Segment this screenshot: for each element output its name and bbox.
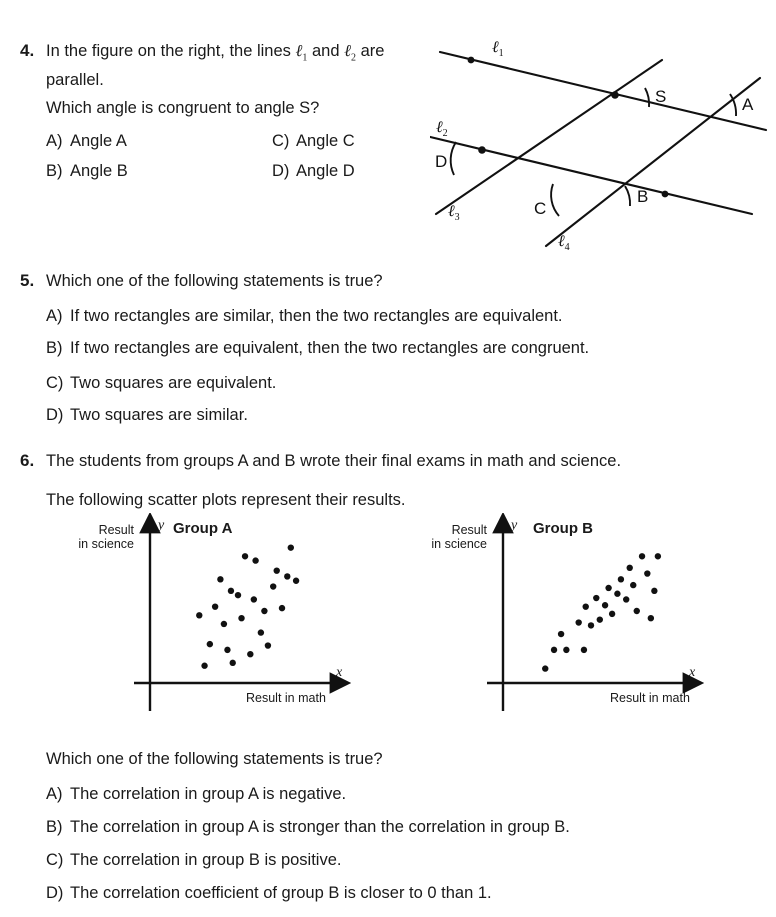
scatter-point: [288, 544, 294, 550]
choice-text: Angle A: [70, 132, 127, 150]
scatter-point: [230, 660, 236, 666]
choice-text: The correlation in group A is negative.: [70, 785, 347, 803]
question-5-choice-a[interactable]: [46, 305, 563, 327]
choice-text: If two rectangles are similar, then the two rectangles are equivalent.: [70, 307, 563, 325]
scatter-point: [224, 647, 230, 653]
line-l1: [440, 52, 766, 130]
scatter-point: [212, 603, 218, 609]
choice-text: Angle C: [296, 132, 355, 150]
line-label-l2-inline: ℓ$_2$: [344, 41, 356, 64]
question-4-choice-b[interactable]: [46, 160, 128, 182]
line-label-l4: ℓ$_4$: [558, 233, 570, 253]
y-axis-letter-group-b: y: [511, 518, 518, 533]
question-6-stem-line1: The students from groups A and B wrote their final exams in math and science.: [46, 452, 622, 470]
choice-label: A): [46, 307, 63, 325]
angle-arc-S: [645, 88, 649, 107]
question-4-stem-line2: parallel.: [46, 71, 104, 90]
scatter-point: [251, 596, 257, 602]
point-on-l1: [468, 57, 475, 64]
choice-text: The correlation in group B is positive.: [70, 851, 342, 869]
y-axis-letter-group-a: y: [158, 518, 165, 533]
x-axis-caption-group-a: Result in math: [246, 691, 326, 705]
question-6-tail-question: Which one of the following statements is true?: [46, 750, 383, 768]
scatter-point: [558, 631, 564, 637]
chart-title-group-b: Group B: [533, 520, 593, 537]
vertex-dots: [468, 57, 669, 198]
scatter-point: [201, 663, 207, 669]
choice-text: The correlation in group A is stronger than the correlation in group B.: [70, 818, 570, 836]
question-5-stem: Which one of the following statements is true?: [46, 272, 383, 290]
question-5-number: 5.: [20, 271, 35, 290]
scatter-plot-group-b: [411, 513, 721, 713]
question-6-choice-b[interactable]: [46, 816, 570, 838]
scatter-point: [265, 642, 271, 648]
angle-label-B: B: [637, 187, 649, 206]
scatter-point: [217, 576, 223, 582]
scatter-point: [279, 605, 285, 611]
choice-text: The correlation coefficient of group B is closer to 0 than 1.: [70, 884, 492, 902]
question-5-choice-c[interactable]: [46, 372, 276, 394]
scatter-point: [207, 641, 213, 647]
scatter-point: [575, 619, 581, 625]
scatter-point: [542, 665, 548, 671]
scatter-point: [261, 608, 267, 614]
scatter-point: [242, 553, 248, 559]
scatter-point: [551, 647, 557, 653]
choice-text: Two squares are similar.: [70, 406, 248, 424]
y-axis-caption-line1: Result: [98, 523, 134, 537]
choice-label: B): [46, 339, 63, 357]
y-axis-caption-line2: in science: [78, 537, 134, 551]
scatter-plot-group-a: [58, 513, 368, 713]
choice-label: B): [46, 162, 63, 180]
scatter-point: [597, 616, 603, 622]
scatter-point: [563, 647, 569, 653]
scatter-point: [609, 611, 615, 617]
question-4-choice-a[interactable]: [46, 130, 127, 152]
angle-arc-C: [551, 184, 559, 216]
question-4-choice-c[interactable]: [272, 130, 355, 152]
x-axis-caption-group-b: Result in math: [610, 691, 690, 705]
choice-label: A): [46, 785, 63, 803]
question-6-choice-d[interactable]: [46, 882, 492, 904]
choice-label: C): [272, 132, 290, 150]
angle-label-S: S: [655, 87, 667, 106]
angle-arc-D: [451, 142, 456, 175]
choice-label: A): [46, 132, 63, 150]
choice-label: D): [46, 884, 64, 902]
choice-text: Two squares are equivalent.: [70, 374, 277, 392]
question-6-choice-a[interactable]: [46, 783, 346, 805]
question-6-number: 6.: [20, 451, 35, 470]
question-4-sub-question: Which angle is congruent to angle S?: [46, 99, 320, 117]
scatter-point: [583, 603, 589, 609]
vertex-D: [478, 146, 486, 154]
question-4-choice-d[interactable]: [272, 160, 355, 182]
choice-text: Angle D: [296, 162, 355, 180]
scatter-point: [627, 565, 633, 571]
question-4-stem-text: In the figure on the right, the lines: [46, 42, 291, 60]
question-5-choice-b[interactable]: [46, 337, 589, 359]
scatter-point: [634, 608, 640, 614]
line-letter-group: [436, 39, 570, 253]
x-axis-letter-group-a: x: [336, 665, 343, 680]
choice-text: If two rectangles are equivalent, then the two rectangles are congruent.: [70, 339, 590, 357]
scatter-point: [623, 596, 629, 602]
scatter-point: [639, 553, 645, 559]
question-6-choice-c[interactable]: [46, 849, 341, 871]
scatter-point: [238, 615, 244, 621]
scatter-point: [644, 570, 650, 576]
x-axis-letter-group-b: x: [689, 665, 696, 680]
conjunction-and: and: [311, 42, 340, 60]
choice-label: C): [46, 851, 64, 869]
line-label-l1-inline: ℓ$_1$: [295, 41, 308, 64]
choice-label: D): [272, 162, 290, 180]
question-4-figure: [430, 34, 776, 262]
choice-label: B): [46, 818, 63, 836]
scatter-point: [196, 612, 202, 618]
scatter-point: [284, 573, 290, 579]
y-axis-caption-line2: in science: [431, 537, 487, 551]
y-axis-caption-line1: Result: [451, 523, 487, 537]
line-label-l3: ℓ$_3$: [448, 203, 460, 223]
chart-title-group-a: Group A: [173, 520, 233, 537]
choice-label: C): [46, 374, 64, 392]
scatter-point: [247, 651, 253, 657]
question-4-number: 4.: [20, 41, 35, 60]
scatter-point: [614, 591, 620, 597]
scatter-point: [581, 647, 587, 653]
scatter-point: [258, 629, 264, 635]
scatter-point: [235, 592, 241, 598]
y-axis-caption-group-b: [409, 523, 487, 551]
scatter-point: [274, 567, 280, 573]
scatter-point: [293, 578, 299, 584]
scatter-point: [655, 553, 661, 559]
scatter-point: [630, 582, 636, 588]
scatter-point: [270, 583, 276, 589]
scatter-point: [588, 622, 594, 628]
y-axis-caption-group-a: [56, 523, 134, 551]
stem-are: are: [360, 42, 385, 60]
scatter-point: [605, 585, 611, 591]
scatter-point: [602, 602, 608, 608]
question-4-stem: [46, 40, 436, 91]
scatter-point: [221, 621, 227, 627]
data-points-group-a: [196, 544, 299, 668]
line-l2: [430, 136, 752, 214]
angle-label-A: A: [742, 95, 754, 114]
data-points-group-b: [542, 553, 661, 672]
line-label-l1: ℓ$_1$: [492, 39, 504, 59]
scatter-point: [593, 595, 599, 601]
choice-text: Angle B: [70, 162, 128, 180]
choice-label: D): [46, 406, 64, 424]
angle-label-D: D: [435, 152, 448, 171]
question-6-stem-line2: The following scatter plots represent their results.: [46, 491, 406, 509]
scatter-point: [648, 615, 654, 621]
line-label-l2: ℓ$_2$: [436, 119, 448, 139]
scatter-point: [651, 588, 657, 594]
scatter-point: [252, 557, 258, 563]
scatter-point: [618, 576, 624, 582]
point-on-l2: [662, 191, 669, 198]
scatter-point: [228, 588, 234, 594]
vertex-S: [611, 91, 619, 99]
question-5-choice-d[interactable]: [46, 404, 248, 426]
angle-arc-B: [625, 186, 630, 206]
angle-label-C: C: [534, 199, 547, 218]
